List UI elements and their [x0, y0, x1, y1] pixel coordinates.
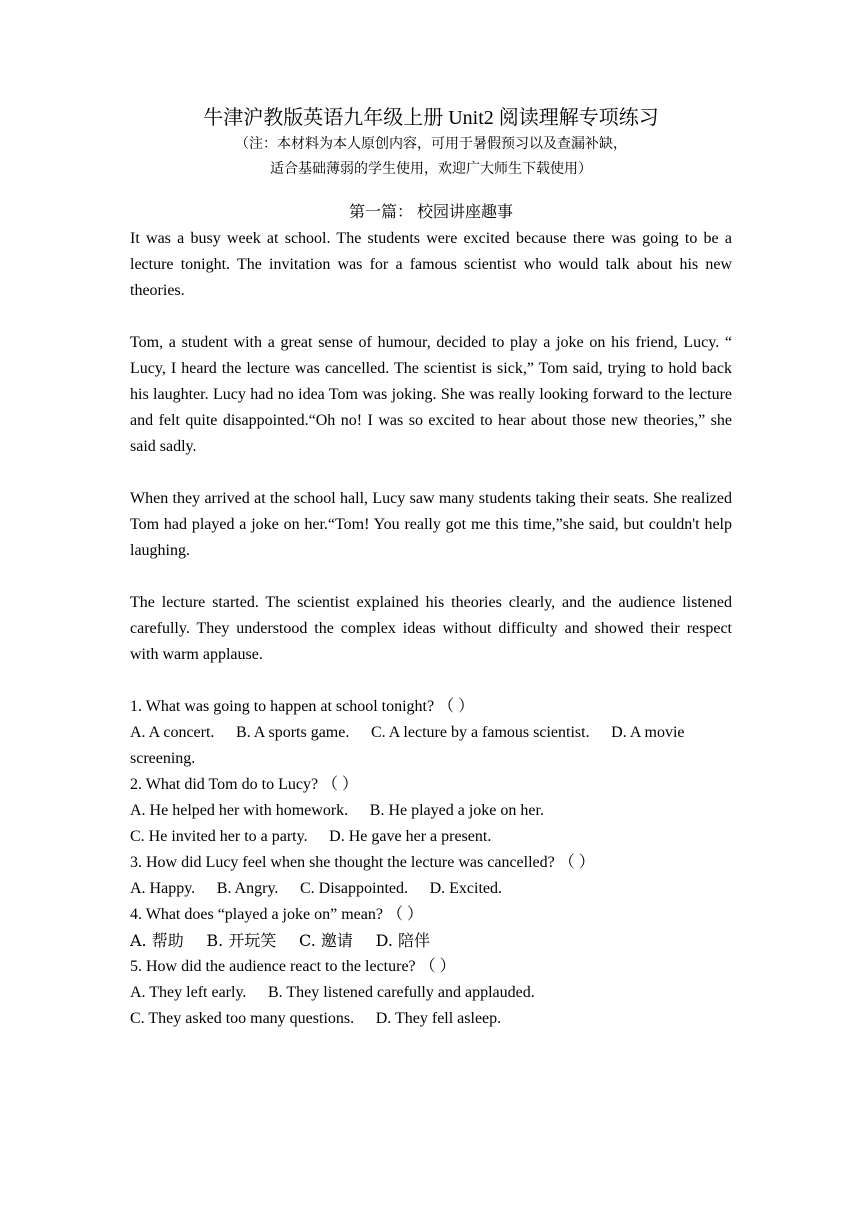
- answer-option: D. He gave her a present.: [329, 828, 492, 845]
- answer-option: B. He played a joke on her.: [369, 802, 544, 819]
- author-note: [130, 132, 732, 182]
- answer-option: B. Angry.: [216, 880, 279, 897]
- passage-paragraph: Tom, a student with a great sense of humour, decided to play a joke on his friend, Lucy. “ Lucy, I heard the lecture was cancelled. The scientist is sick,” Tom said, trying to hold back his laughter. Lucy had no idea Tom was joking. She was really looking forward to the lecture and felt quite disappointed.“Oh no! I was so excited to hear about those new theories,” she said sadly.: [130, 334, 732, 455]
- answer-option: C. He invited her to a party.: [130, 828, 308, 845]
- section-title: 第一篇： 校园讲座趣事: [348, 204, 513, 221]
- answer-option: C. Disappointed.: [300, 880, 408, 897]
- question-options: [130, 876, 732, 902]
- answer-option: C. They asked too many questions.: [130, 1010, 355, 1027]
- question-options: [130, 824, 732, 850]
- question-options: [130, 928, 732, 954]
- answer-option: D. 陪伴: [375, 931, 431, 950]
- answer-option: A. He helped her with homework.: [130, 802, 349, 819]
- answer-option: C. A lecture by a famous scientist.: [370, 724, 590, 741]
- answer-option: D. Excited.: [429, 880, 503, 897]
- answer-option: D. A movie screening.: [130, 724, 685, 767]
- question-stem: 3. How did Lucy feel when she thought the lecture was cancelled? （ ）: [130, 854, 595, 871]
- answer-option: A. They left early.: [130, 984, 247, 1001]
- answer-option: D. They fell asleep.: [375, 1010, 502, 1027]
- answer-option: B. They listened carefully and applauded.: [268, 984, 535, 1001]
- document-content: [130, 104, 732, 1032]
- document-title: 牛津沪教版英语九年级上册 Unit2 阅读理解专项练习: [203, 107, 659, 129]
- answer-option: C. 邀请: [299, 931, 353, 950]
- question-options: [130, 720, 732, 772]
- question-stem: 4. What does “played a joke on” mean? （ ）: [130, 906, 423, 923]
- answer-option: A. A concert.: [130, 724, 215, 741]
- question-stem: 1. What was going to happen at school tonight? （ ）: [130, 698, 475, 715]
- answer-option: B. A sports game.: [236, 724, 350, 741]
- author-note-line: （注：本材料为本人原创内容，可用于暑假预习以及查漏补缺，: [235, 136, 627, 152]
- question-options: [130, 798, 732, 824]
- passage-paragraph: It was a busy week at school. The students were excited because there was going to be a lecture tonight. The invitation was for a famous scientist who would talk about his new theories.: [130, 230, 732, 299]
- question-options: [130, 1006, 732, 1032]
- answer-option: A. Happy.: [130, 880, 196, 897]
- passage-paragraph: When they arrived at the school hall, Lucy saw many students taking their seats. She realized Tom had played a joke on her.“Tom! You really got me this time,”she said, but couldn't help laughing.: [130, 490, 732, 559]
- question-stem: 5. How did the audience react to the lecture? （ ）: [130, 958, 456, 975]
- author-note-line: 适合基础薄弱的学生使用，欢迎广大师生下载使用）: [270, 161, 592, 177]
- answer-option: B. 开玩笑: [206, 931, 277, 950]
- question-stem: 2. What did Tom do to Lucy? （ ）: [130, 776, 359, 793]
- question-list: [130, 694, 732, 1032]
- answer-option: A. 帮助: [130, 931, 184, 950]
- passage-paragraph: The lecture started. The scientist explained his theories clearly, and the audience listened carefully. They understood the complex ideas without difficulty and showed their respect with warm applause.: [130, 594, 732, 663]
- question-options: [130, 980, 732, 1006]
